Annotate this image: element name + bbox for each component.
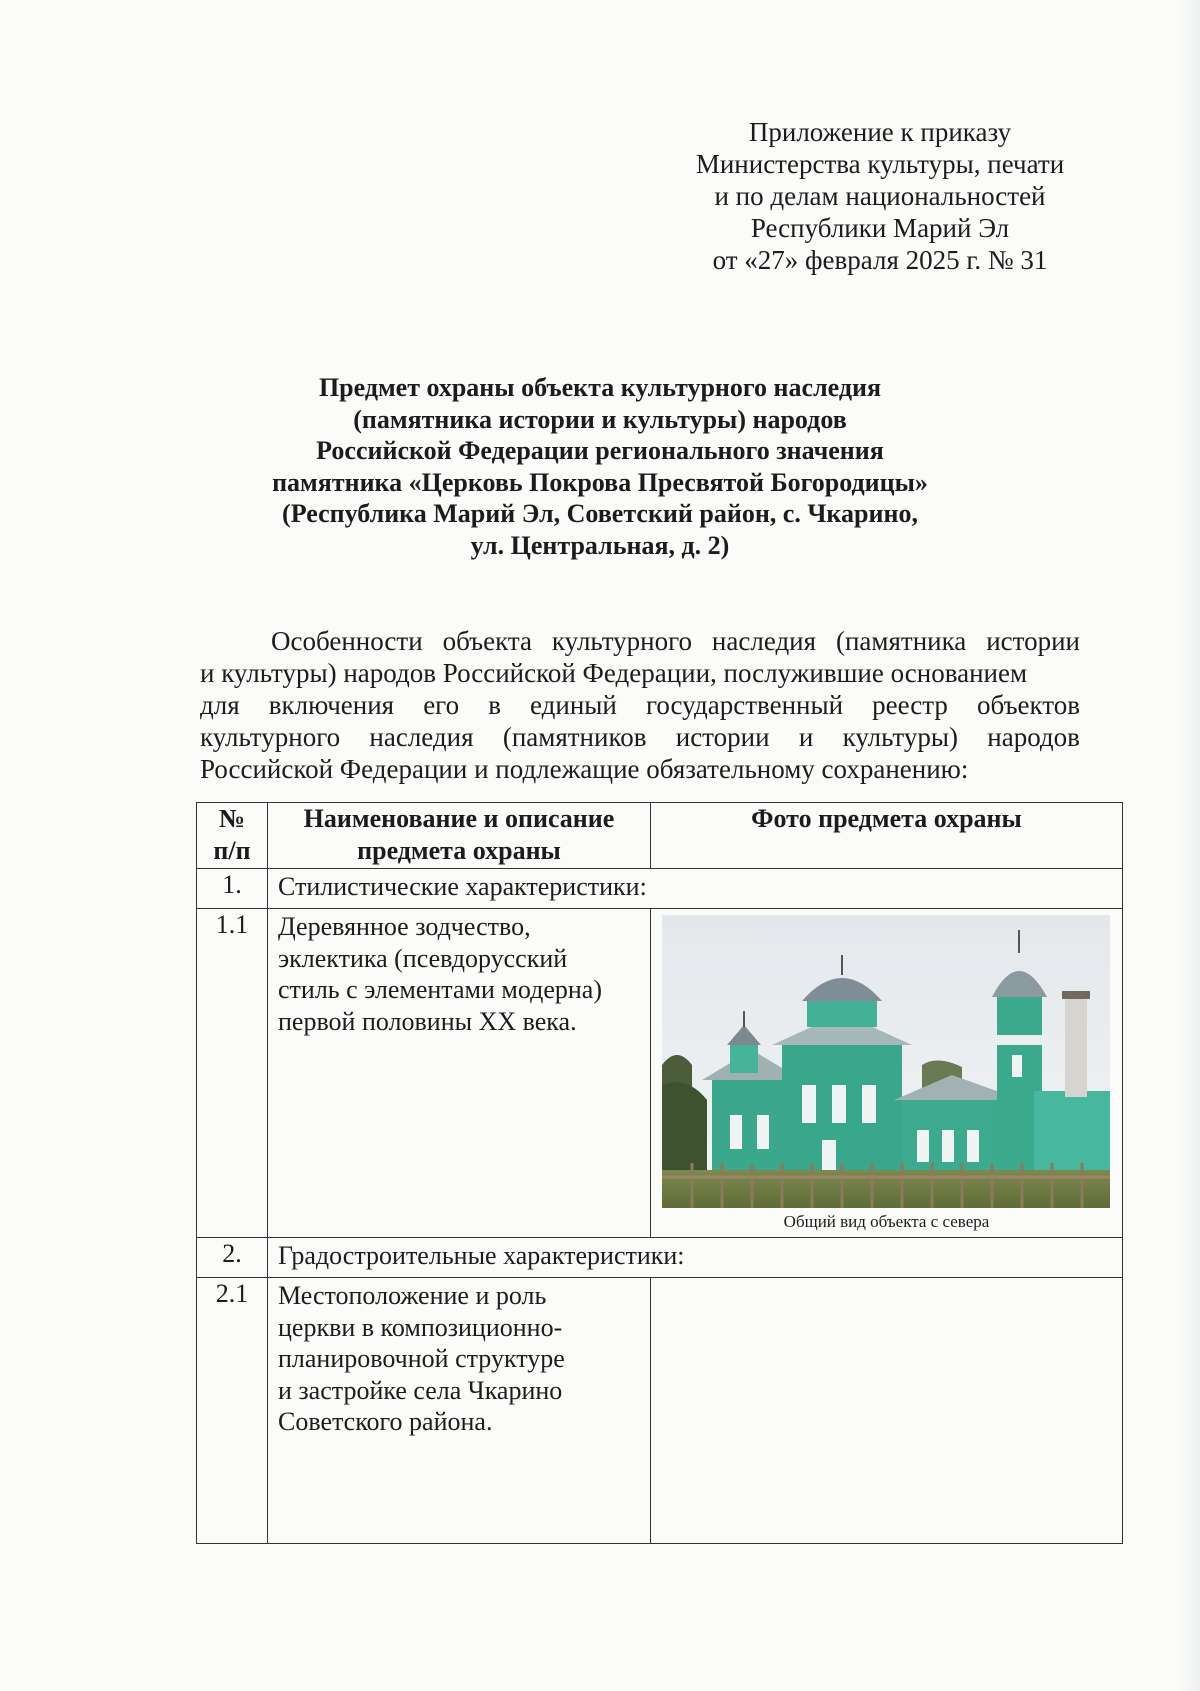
item-line: планировочной структуре	[278, 1344, 565, 1373]
title-line: ул. Центральная, д. 2)	[470, 530, 730, 560]
photo-caption: Общий вид объекта с севера	[783, 1212, 990, 1231]
intro-word: для	[200, 690, 240, 720]
header-name-line: Наименование и описание	[303, 804, 615, 833]
intro-word: в	[488, 690, 501, 720]
intro-line	[200, 657, 1080, 689]
title-line: (памятника истории и культуры) народов	[353, 404, 847, 434]
order-reference-header	[670, 116, 1090, 276]
intro-word: истории	[986, 626, 1080, 656]
photo-cell	[651, 909, 1123, 1238]
item-line: Местоположение и роль	[278, 1281, 547, 1310]
intro-word: наследия	[711, 626, 817, 656]
table-row	[197, 1278, 1123, 1544]
item-num: 2.1	[197, 1278, 268, 1544]
intro-paragraph	[200, 625, 1080, 785]
title-line: (Республика Марий Эл, Советский район, с. Чкарино,	[282, 499, 918, 528]
intro-text: и культуры) народов Российской Федерации, послужившие основанием	[200, 658, 1028, 688]
intro-word: культурного	[200, 722, 341, 752]
section-row	[197, 869, 1123, 909]
page-edge-shadow	[1178, 0, 1200, 1691]
header-num-line: №	[218, 804, 246, 833]
title-line: Российской Федерации регионального значения	[316, 436, 884, 465]
header-line: Министерства культуры, печати	[695, 149, 1065, 179]
protection-subject-table	[196, 802, 1123, 1544]
intro-word: истории	[675, 722, 770, 752]
item-line: и застройке села Чкарино	[278, 1375, 563, 1405]
intro-word: государственный	[645, 690, 844, 720]
section-num: 1.	[197, 869, 268, 909]
intro-word: и	[798, 722, 814, 752]
header-photo: Фото предмета охраны	[651, 803, 1123, 869]
header-line: от «27» февраля 2025 г. № 31	[712, 245, 1048, 275]
item-line: стиль с элементами модерна)	[278, 975, 602, 1004]
header-line: Приложение к приказу	[748, 117, 1012, 147]
intro-word: единый	[530, 690, 617, 720]
title-line: Предмет охраны объекта культурного наследия	[318, 373, 882, 402]
header-num	[197, 803, 268, 869]
item-line: Советского района.	[278, 1407, 493, 1436]
table-row	[197, 909, 1123, 1238]
intro-word: культурного	[551, 626, 692, 656]
document-title	[200, 372, 1000, 561]
item-description	[268, 1278, 651, 1544]
intro-word: Особенности	[271, 626, 423, 656]
item-line: эклектика (псевдорусский	[278, 943, 568, 973]
header-name	[268, 803, 651, 869]
intro-word: включения	[268, 690, 395, 720]
item-line: первой половины XX века.	[278, 1006, 577, 1036]
intro-line	[200, 625, 1080, 657]
intro-word: объектов	[977, 690, 1080, 720]
intro-word: (памятников	[502, 722, 647, 752]
header-name-line: предмета охраны	[357, 835, 561, 865]
intro-line	[200, 721, 1080, 753]
section-title: Стилистические характеристики:	[268, 869, 1123, 909]
header-num-line: п/п	[213, 835, 251, 865]
intro-word: реестр	[872, 690, 948, 720]
intro-word: (памятника	[835, 626, 967, 656]
intro-word: объекта	[442, 626, 532, 656]
section-title: Градостроительные характеристики:	[268, 1238, 1123, 1278]
intro-word: культуры)	[842, 722, 958, 752]
header-line: Республики Марий Эл	[750, 213, 1010, 243]
intro-word: наследия	[369, 722, 474, 752]
title-line: памятника «Церковь Покрова Пресвятой Богородицы»	[272, 467, 928, 497]
section-row	[197, 1238, 1123, 1278]
item-num: 1.1	[197, 909, 268, 1238]
intro-text: Российской Федерации и подлежащие обязательному сохранению:	[200, 754, 969, 784]
empty-photo-cell	[651, 1278, 1123, 1544]
item-line: Деревянное зодчество,	[278, 912, 531, 941]
table-header-row	[197, 803, 1123, 869]
item-line: церкви в композиционно-	[278, 1312, 563, 1342]
intro-line	[200, 689, 1080, 721]
church-photo	[662, 915, 1110, 1208]
intro-word: его	[423, 690, 460, 720]
item-description	[268, 909, 651, 1238]
intro-line	[200, 753, 1080, 785]
section-num: 2.	[197, 1238, 268, 1278]
intro-word: народов	[987, 722, 1080, 752]
header-line: и по делам национальностей	[714, 181, 1046, 211]
